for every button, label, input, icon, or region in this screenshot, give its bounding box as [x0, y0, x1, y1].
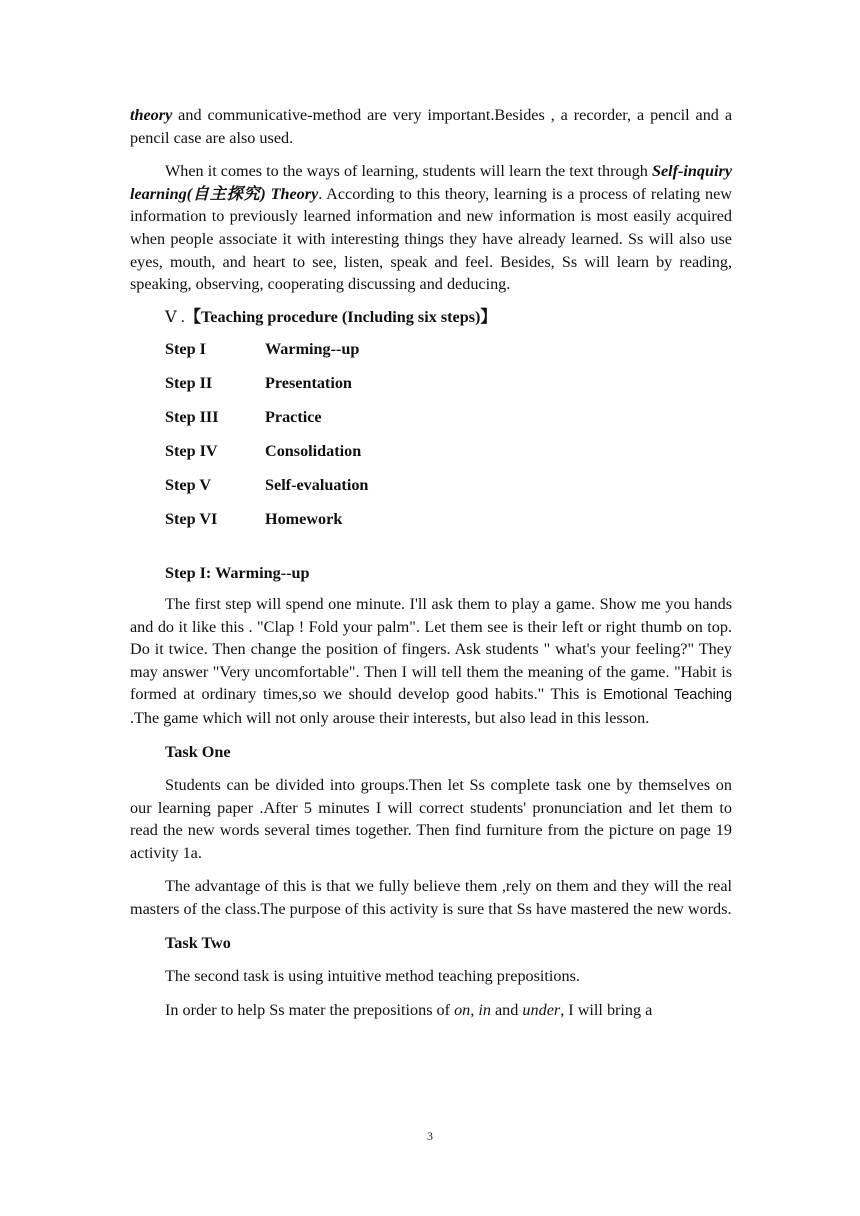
section-v-heading — [130, 306, 732, 329]
page-number: 3 — [427, 1129, 433, 1143]
step-row — [165, 406, 732, 440]
term-theory: theory — [130, 106, 173, 124]
step-number: Step I — [165, 340, 206, 359]
term-on-in: on, in — [454, 1000, 491, 1019]
task-two-paragraph-1: The second task is using intuitive method teaching prepositions. — [165, 967, 580, 986]
step-number: Step V — [165, 476, 212, 495]
term-under: under — [522, 1000, 561, 1019]
step-name: Practice — [265, 408, 322, 427]
step1-text-a: The first step will spend one minute. I'll ask them to play a game. Show me you hands and do it like this . "Clap ! Fold your palm". Let them see is their left or right thumb on top. Do it twice. Then change the position of fingers. Ask students " what's your feeling?" They may answer "Very uncomfortable". Then I will tell them the meaning of the game. "Habit is formed at ordinary times,so we should develop good habits." This is — [130, 594, 732, 704]
document-page — [130, 104, 732, 1021]
step-row — [165, 338, 732, 372]
task-two-and: and — [490, 1000, 523, 1019]
step-number: Step III — [165, 408, 219, 427]
section-v-title: 【Teaching procedure (Including six steps)】 — [184, 307, 497, 326]
step-row — [165, 440, 732, 474]
section-v-numeral: Ⅴ . — [165, 307, 185, 326]
task-two-text-b: , I will bring a — [560, 1000, 653, 1019]
step-number: Step VI — [165, 510, 218, 529]
paragraph-learning-text-b: . According to this theory, learning is a process of relating new information to previously learned information and new information is most easily acquired when people associate it with interesting things they have already learned. Ss will also use eyes, mouth, and heart to see, listen, speak and feel. Besides, Ss will learn by reading, speaking, observing, cooperating discussing and deducing. — [130, 184, 732, 294]
step-name: Consolidation — [265, 442, 362, 461]
task-two-text-a: In order to help Ss mater the prepositions of — [165, 1000, 455, 1019]
step-row — [165, 508, 732, 542]
step-name: Homework — [265, 510, 343, 529]
step1-heading: Step I: Warming--up — [165, 564, 310, 583]
step-name: Self-evaluation — [265, 476, 369, 495]
step-list — [130, 338, 732, 542]
task-two-paragraph-2 — [130, 999, 732, 1022]
task-one-paragraph-1: Students can be divided into groups.Then let Ss complete task one by themselves on our learning paper .After 5 minutes I will correct students' pronunciation and let them to read the new words several times together. Then find furniture from the picture on page 19 activity 1a. — [130, 776, 732, 862]
task-two-heading: Task Two — [165, 933, 231, 952]
step-row — [165, 474, 732, 508]
step1-text-b: .The game which will not only arouse their interests, but also lead in this lesson. — [130, 708, 650, 727]
paragraph-methods — [130, 104, 732, 149]
term-self-inquiry: Self-inquiry learning(自主探究) Theory — [130, 162, 732, 203]
paragraph-learning-text-a: When it comes to the ways of learning, students will learn the text through — [165, 162, 652, 181]
step-name: Warming--up — [265, 340, 360, 359]
task-one-heading: Task One — [165, 742, 231, 761]
step-row — [165, 372, 732, 406]
step-number: Step II — [165, 374, 213, 393]
step1-paragraph — [130, 593, 732, 730]
term-emotional-teaching: Emotional Teaching — [603, 687, 733, 704]
paragraph-methods-text: and communicative-method are very important.Besides , a recorder, a pencil and a pencil case are also used. — [130, 106, 732, 147]
step-number: Step IV — [165, 442, 218, 461]
step-name: Presentation — [265, 374, 352, 393]
paragraph-learning-ways — [130, 160, 732, 296]
task-one-paragraph-2: The advantage of this is that we fully believe them ,rely on them and they will the real masters of the class.The purpose of this activity is sure that Ss have mastered the new words. — [130, 877, 732, 919]
